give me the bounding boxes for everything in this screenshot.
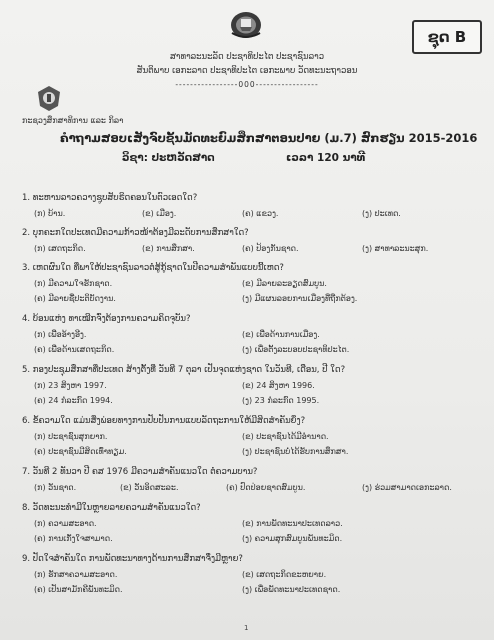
ministry-name: ກະຊວງສຶກສາທິການ ແລະ ກິລາ bbox=[22, 116, 124, 125]
q8-option-b: (ຂ) ການພັດທະນາປະເທດລາວ. bbox=[242, 519, 343, 528]
q3-option-a: (ກ) ມີຄວາມໃຈຮັກຊາດ. bbox=[34, 279, 113, 288]
q6-option-d: (ງ) ປະຊາຊົນບໍ່ໄດ້ຮັບການສຶກສາ. bbox=[242, 447, 349, 456]
q2-option-d: (ງ) ສາທາລະນະສຸກ. bbox=[362, 244, 429, 253]
q6-option-a: (ກ) ປະຊາຊົນສຸກຍາກ. bbox=[34, 432, 108, 441]
exam-subject: ວິຊາ: ປະຫວັດສາດ bbox=[122, 152, 215, 164]
q1-option-b: (ຂ) ເມືອງ. bbox=[142, 209, 177, 218]
q5-option-d: (ງ) 23 ກໍລະກົດ 1995. bbox=[242, 396, 320, 405]
q8-option-d: (ງ) ຄວາມສຸກສົມບູນພັນທະມິດ. bbox=[242, 534, 343, 543]
q2-option-c: (ຄ) ປ້ອງກັນຊາດ. bbox=[242, 244, 299, 253]
q3-option-c: (ຄ) ມີລາຍຊື່ປະຕິບັດງານ. bbox=[34, 294, 116, 303]
q9-option-a: (ກ) ຮັກສາຄວາມສະອາດ. bbox=[34, 570, 118, 579]
q5-option-a: (ກ) 23 ສິງຫາ 1997. bbox=[34, 381, 107, 390]
q1-option-a: (ກ) ບ້ານ. bbox=[34, 209, 66, 218]
national-motto: ສັນຕິພາບ ເອກະລາດ ປະຊາທິປະໄຕ ເອກະພາບ ວັດທະນະຖາວອນ bbox=[136, 66, 358, 76]
q5-option-c: (ຄ) 24 ກໍລະກົດ 1994. bbox=[34, 396, 113, 405]
q9-option-d: (ງ) ເພື່ອພັດທະນາປະເທດຊາດ. bbox=[242, 585, 341, 594]
page-number: 1 bbox=[244, 624, 249, 632]
q9-option-b: (ຂ) ເສດຖະກິດຂະຫຍາຍ. bbox=[242, 570, 327, 579]
question-3: 3. ເຫດຜົນໃດ ທີ່ພາໃຫ້ປະຊາຊົນລາວຕໍ່ສູ້ກູ້ຊາດໃນປີຄວາມສຳພັນແບບນີ້ເຫດ? bbox=[22, 263, 284, 273]
header-separator: -----------------000----------------- bbox=[175, 80, 319, 89]
exam-title: ຄຳຖາມສອບເສັງຈົບຊັ້ນມັດທະຍົມສຶກສາຕອນປາຍ (ມ.7) ສົກຮຽນ 2015-2016 bbox=[60, 131, 478, 145]
q6-option-b: (ຂ) ປະຊາຊົນໄດ້ມີອຳນາດ. bbox=[242, 432, 329, 441]
national-emblem-icon bbox=[228, 8, 264, 40]
q7-option-c: (ຄ) ປົດປ່ອຍຊາດສົມບູນ. bbox=[226, 483, 306, 492]
q1-option-d: (ງ) ປະເທດ. bbox=[362, 209, 401, 218]
question-5: 5. ກອງປະຊຸມສຶກສາທີ່ປະເທດ ສ້າງຕັ້ງທີ່ ວັນທີ 7 ຕຸລາ ເປັນຈຸດແຫ່ງຊາດ ໃນວັນທີ, ເດືອນ, ປີ ໃດ? bbox=[22, 365, 346, 375]
question-8: 8. ວັດທະນະທຳມີໃນຫຼາຍລາຍຄວາມສຳຄັນແນວໃດ? bbox=[22, 503, 201, 513]
q8-option-a: (ກ) ຄວາມສະອາດ. bbox=[34, 519, 97, 528]
ministry-logo-icon bbox=[36, 84, 62, 112]
q4-option-d: (ງ) ເພື່ອຕັ້ງລະບອບປະຊາທິປະໄຕ. bbox=[242, 345, 350, 354]
q3-option-b: (ຂ) ມີລາຍລະອຽດສົມບູນ. bbox=[242, 279, 327, 288]
q4-option-a: (ກ) ເພື່ອອ້າງອີງ. bbox=[34, 330, 87, 339]
q9-option-c: (ຄ) ເປັນສາມັກຄີພັນທະມິດ. bbox=[34, 585, 123, 594]
q4-option-b: (ຂ) ເພື່ອດ້ານການເມືອງ. bbox=[242, 330, 320, 339]
question-6: 6. ຂໍ້ຄວາມໃດ ແມ່ນສິ່ງພ່ອຍທາງການປັບປັນການແບບລັດຖະການໃຫ້ມີສິດສຳຄັນຍິ່ງ? bbox=[22, 416, 306, 426]
q3-option-d: (ງ) ມີແຜນລອຍການເມືອງທີ່ຖືກຕ້ອງ. bbox=[242, 294, 358, 303]
exam-duration: ເວລາ 120 ນາທີ bbox=[286, 152, 366, 164]
q5-option-b: (ຂ) 24 ສິງຫາ 1996. bbox=[242, 381, 315, 390]
question-2: 2. ບຸກຄະກໃດປະເທດມີຄວາມກ້າວໜ້າຕ້ອງມີລະດັບການສຶກສາໃດ? bbox=[22, 228, 249, 238]
q7-option-d: (ງ) ຮ່ວມສາມາດເອກະລາດ. bbox=[362, 483, 452, 492]
q8-option-c: (ຄ) ການເກັ່ງໃຈສາມາດ. bbox=[34, 534, 113, 543]
q1-option-c: (ຄ) ແຂວງ. bbox=[242, 209, 279, 218]
q7-option-a: (ກ) ວັນຊາດ. bbox=[34, 483, 77, 492]
q7-option-b: (ຂ) ວັນອິດສະລະ. bbox=[120, 483, 179, 492]
q6-option-c: (ຄ) ປະຊາຊົນມີສິດເທົ່າທຽມ. bbox=[34, 447, 127, 456]
q2-option-b: (ຂ) ການສຶກສາ. bbox=[142, 244, 195, 253]
exam-set-label: ຊຸດ B bbox=[412, 20, 482, 54]
q2-option-a: (ກ) ເສດຖະກິດ. bbox=[34, 244, 86, 253]
question-4: 4. ບ້ອນແຫ່ງ ທາເໝີກຈົ່ງຕ້ອງການຄວາມຄິດຈຸບັນ? bbox=[22, 314, 191, 324]
country-name: ສາທາລະນະລັດ ປະຊາທິປະໄຕ ປະຊາຊົນລາວ bbox=[169, 52, 325, 62]
question-7: 7. ວັນທີ 2 ທັນວາ ປີ ຄສ 1976 ມີຄວາມສຳຄັນແນວໃດ ຕໍ່ຄວາມບານ? bbox=[22, 467, 258, 477]
question-9: 9. ປັດໃຈສຳຄັນໃດ ການພັດທະນາທາງດ້ານການສຶກສາຈຶ່ງມີຫຼາຍ? bbox=[22, 554, 243, 564]
q4-option-c: (ຄ) ເພື່ອດ້ານເສດຖະກິດ. bbox=[34, 345, 115, 354]
question-1: 1. ທະຫານລາວຄວາງຊູບສັບຮິດຄອນໃນຕົວເອດໃດ? bbox=[22, 193, 198, 203]
